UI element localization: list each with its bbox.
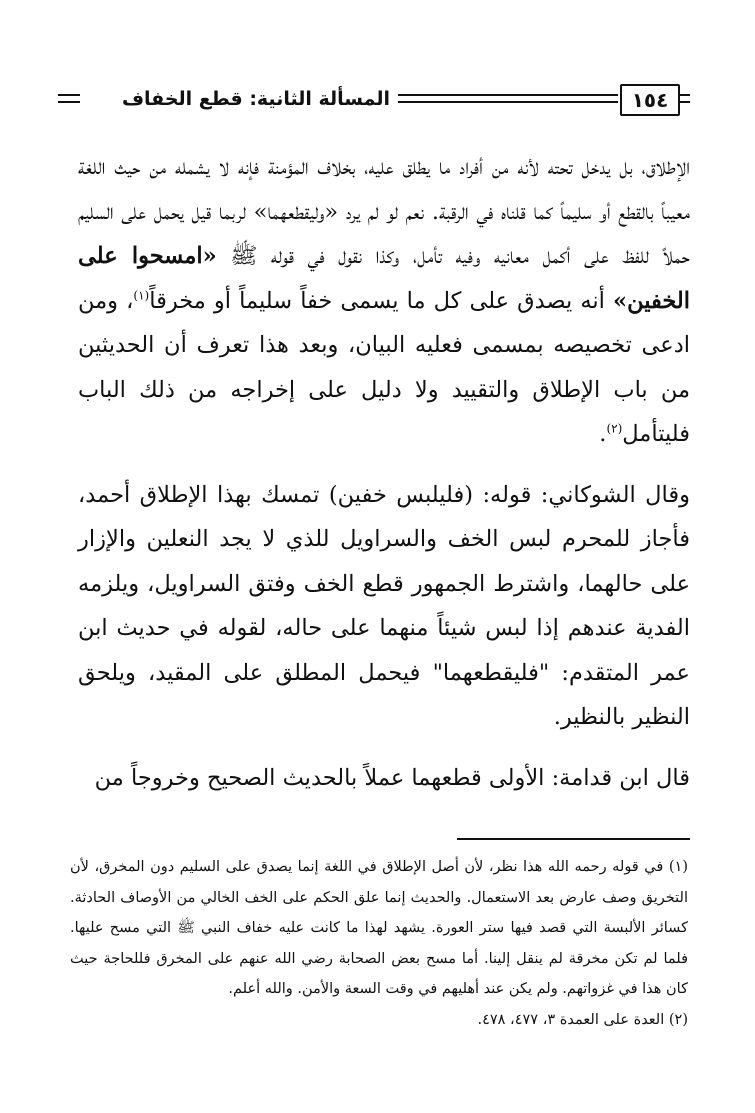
paragraph-1-text-d: . <box>599 421 607 447</box>
footnotes <box>70 852 688 1035</box>
running-header <box>58 82 690 116</box>
footnote-ref-1[interactable]: (١) <box>133 288 150 302</box>
footnote-divider <box>457 838 690 840</box>
header-rule-middle <box>398 94 618 103</box>
paragraph-2: وقال الشوكاني: قوله: (فليلبس خفين) تمسك بهذا الإطلاق أحمد، فأجاز للمحرم لبس الخف والسراويل للذي لا يجد النعلين والإزار على حالهما، واشترط الجمهور قطع الخف وفتق السراويل، ويلزمه الفدية عندهم إذا لبس شيئاً منهما على حاله، لقوله في حديث ابن عمر المتقدم: "فليقطعهما" فيحمل المطلق على المقيد، ويلحق النظير بالنظير. <box>78 481 690 730</box>
footnote-ref-2[interactable]: (٢) <box>606 421 623 436</box>
hadith-quote: «امسحوا على الخفين» <box>78 243 690 314</box>
main-text <box>78 145 690 816</box>
paragraph-1-text-c: ، ومن ادعى تخصيصه بمسمى فعليه البيان، وبعد هذا تعرف أن الحديثين من باب الإطلاق والتقييد ولا دليل على إخراجه من ذلك الباب فليتأمل <box>78 287 690 447</box>
paragraph-1 <box>78 145 690 457</box>
page-number: ١٥٤ <box>620 84 680 116</box>
footnote-1: (١) في قوله رحمه الله هذا نظر، لأن أصل الإطلاق في اللغة إنما يصدق على السليم دون المخرق، لأن التخريق وصف عارض بعد الاستعمال. والحديث إنما علق الحكم على الخف الخالي من الأوصاف الحادثة. كسائر الألبسة التي قصد فيها ستر العورة. يشهد لهذا ما كانت عليه خفاف النبي ﷺ التي مسح عليها. فلما لم تكن مخرقة لم ينقل إلينا. أما مسح بعض الصحابة رضي الله عنهم على المخرق فللحاجة حيث كان هذا في غزواتهم. ولم يكن عند أهليهم في وقت السعة والأمن. والله أعلم. <box>70 859 688 997</box>
header-rule-left <box>58 94 80 103</box>
chapter-title: المسألة الثانية: قطع الخفاف <box>121 88 390 110</box>
paragraph-1-text-b: أنه يصدق على كل ما يسمى خفاً سليماً أو مخرقاً <box>149 287 613 314</box>
paragraph-1-text-a: الإطلاق، بل يدخل تحته لأنه من أفراد ما يطلق عليه، بخلاف المؤمنة فإنه لا يشمله من حيث اللغة معيباً بالقطع أو سليماً كما قلناه في الرقبة. نعم لو لم يرد «وليقطعهما» لربما قيل يحمل على السليم حملاً للفظ على أكمل معانيه وفيه تأمل، وكذا نقول في قوله ﷺ <box>78 154 690 269</box>
paragraph-3: قال ابن قدامة: الأولى قطعهما عملاً بالحديث الصحيح وخروجاً من <box>94 764 690 791</box>
header-rule-right <box>680 94 690 103</box>
footnote-2: (٢) العدة على العمدة ٣، ٤٧٧، ٤٧٨. <box>477 1011 688 1028</box>
